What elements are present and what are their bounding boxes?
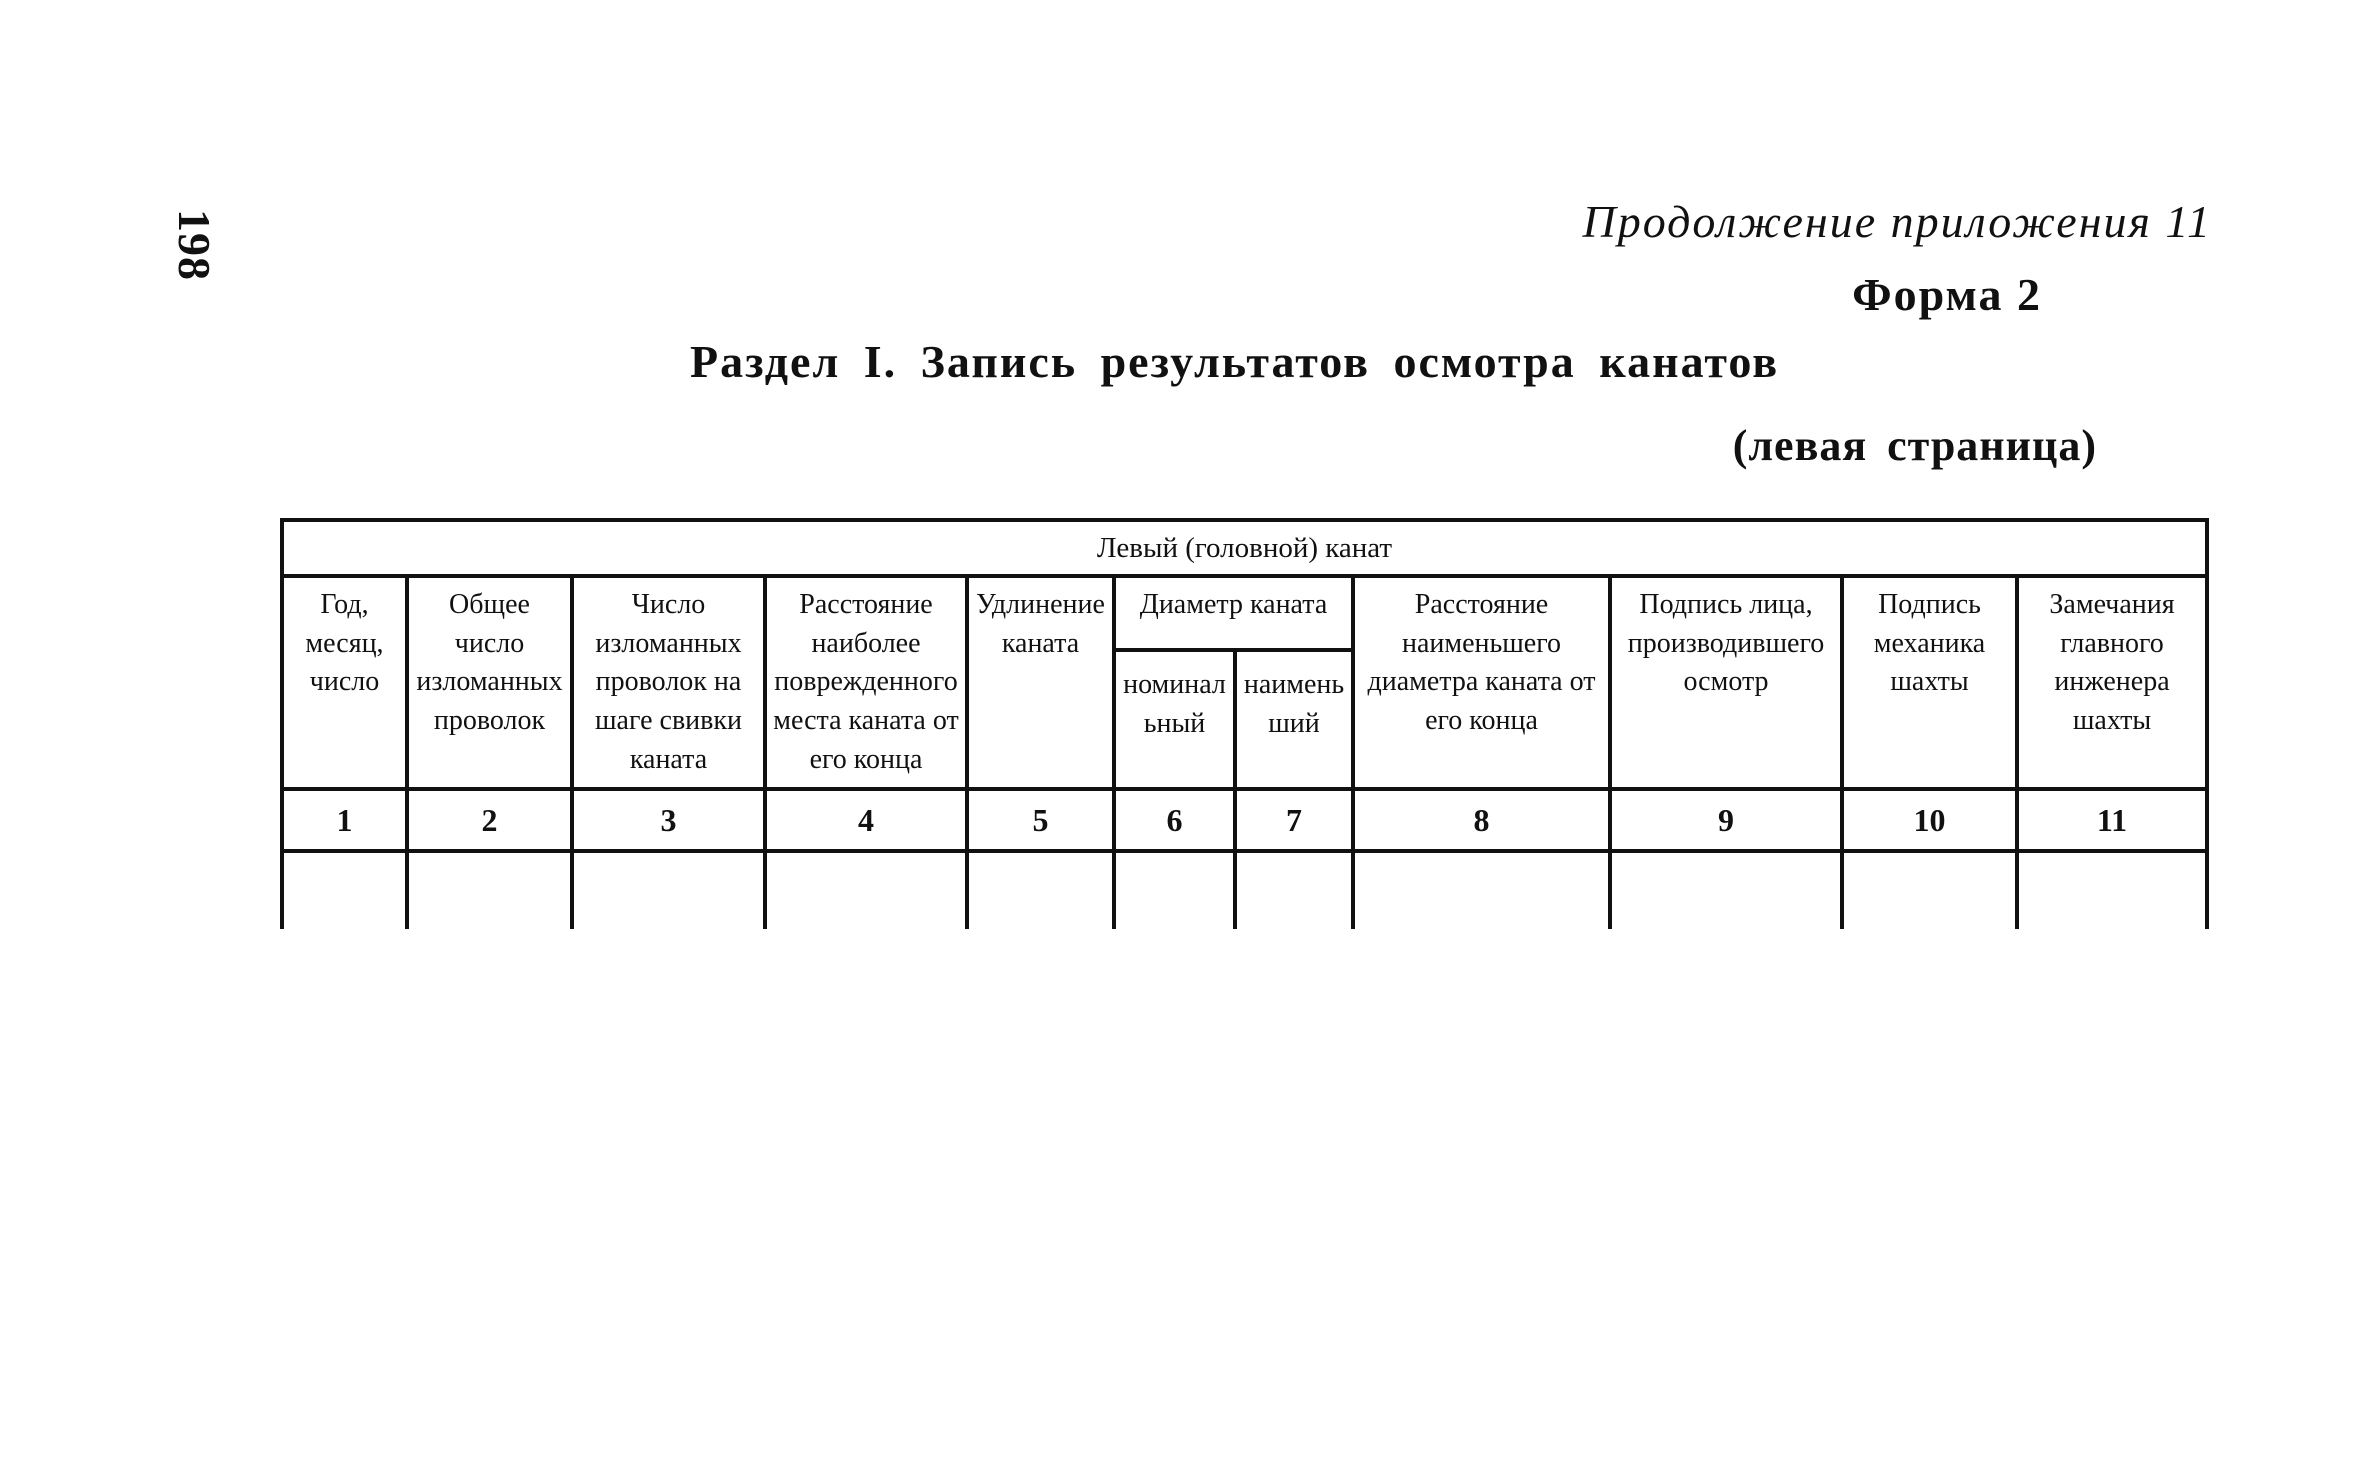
empty-cell [2017,851,2207,929]
column-number: 2 [407,789,572,851]
group-header-row [282,520,2207,576]
col-header-inspector-signature: Подпись лица, производившего осмотр [1610,576,1842,789]
column-number: 11 [2017,789,2207,851]
empty-cell [1842,851,2017,929]
page-number: 198 [169,209,221,281]
appendix-continuation: Продолжение приложения 11 [1582,196,2212,247]
col-header-diameter-nominal: номинальный [1114,650,1235,789]
group-header-left-rope: Левый (головной) канат [282,520,2207,576]
empty-entry-row [282,851,2207,929]
empty-cell [572,851,765,929]
col-header-rope-diameter: Диаметр каната [1114,576,1353,650]
empty-cell [967,851,1114,929]
column-number: 10 [1842,789,2017,851]
col-header-mechanic-signature: Подпись механика шахты [1842,576,2017,789]
column-number: 6 [1114,789,1235,851]
empty-cell [1235,851,1353,929]
col-header-diameter-minimum: наименьший [1235,650,1353,789]
column-number-row [282,789,2207,851]
col-header-date: Год, месяц, число [282,576,407,789]
empty-cell [1610,851,1842,929]
column-number: 1 [282,789,407,851]
col-header-total-broken-wires: Общее число изломанных проволок [407,576,572,789]
empty-cell [765,851,967,929]
column-number: 3 [572,789,765,851]
empty-cell [282,851,407,929]
column-number: 4 [765,789,967,851]
empty-cell [407,851,572,929]
column-number: 9 [1610,789,1842,851]
col-header-min-diameter-distance: Расстояние наименьшего диаметра каната от его конца [1353,576,1610,789]
empty-cell [1353,851,1610,929]
rope-inspection-table [280,518,2209,929]
col-header-broken-wires-per-lay: Число изломанных проволок на шаге свивки каната [572,576,765,789]
column-number: 8 [1353,789,1610,851]
page-side-note: (левая страница) [1732,421,2097,470]
empty-cell [1114,851,1235,929]
section-title: Раздел I. Запись результатов осмотра канатов [690,336,1780,387]
col-header-elongation: Удлинение каната [967,576,1114,789]
col-header-damage-distance: Расстояние наиболее поврежденного места каната от его конца [765,576,967,789]
column-number: 5 [967,789,1114,851]
column-number: 7 [1235,789,1353,851]
column-header-row [282,576,2207,650]
form-label: Форма 2 [1852,269,2042,320]
col-header-chief-engineer-remarks: Замечания главного инженера шахты [2017,576,2207,789]
